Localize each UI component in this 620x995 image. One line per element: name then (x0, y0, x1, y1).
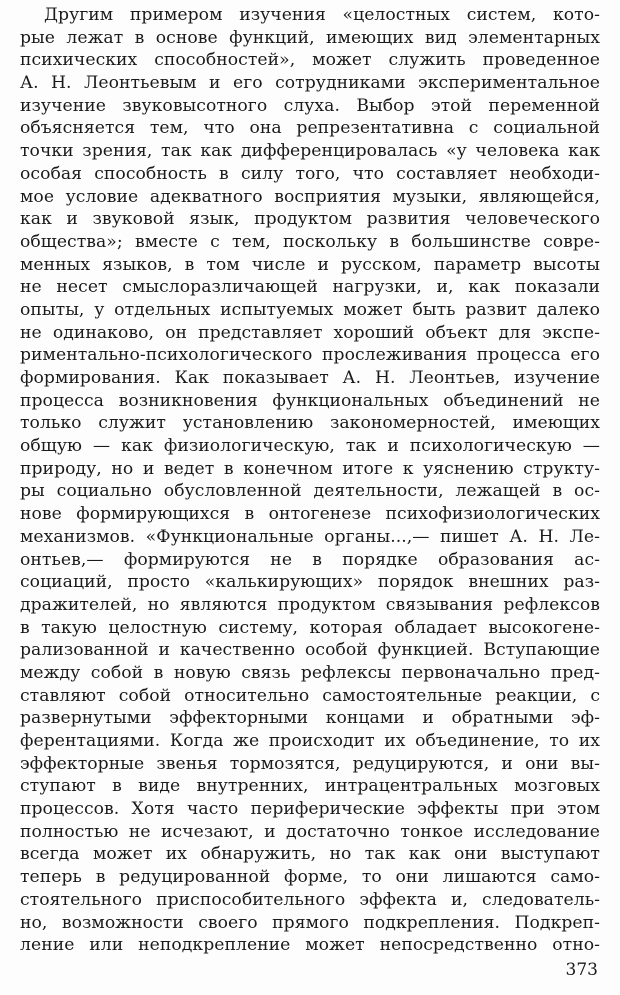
text-line: социаций, просто «калькирующих» порядок внешних раз- (20, 572, 600, 593)
text-line: развернутыми эффекторными концами и обратными эф- (20, 708, 600, 729)
text-line: механизмов. «Функциональные органы...,— пишет А. Н. Ле- (20, 526, 600, 547)
text-line: общую — как физиологическую, так и психологическую — (20, 436, 600, 457)
text-line: особая способность в силу того, что составляет необходи- (20, 163, 600, 184)
text-line: онтьев,— формируются не в порядке образования ас- (20, 549, 600, 570)
text-line: дражителей, но являются продуктом связывания рефлексов (20, 594, 600, 615)
text-line: полностью не исчезают, и достаточно тонкое исследование (20, 821, 600, 842)
text-line: процесса возникновения функциональных объединений не (20, 390, 600, 411)
text-line: рые лежат в основе функций, имеющих вид элементарных (20, 27, 600, 48)
text-line: не несет смыслоразличающей нагрузки, и, как показали (20, 277, 600, 298)
text-line: ры социально обусловленной деятельности, лежащей в ос- (20, 481, 600, 502)
text-line: ставляют собой относительно самостоятельные реакции, с (20, 685, 600, 706)
text-line: процессов. Хотя часто периферические эффекты при этом (20, 799, 600, 820)
text-line: риментально-психологического прослеживания процесса его (20, 345, 600, 366)
text-line: природу, но и ведет в конечном итоге к уяснению структу- (20, 458, 600, 479)
text-line: опыты, у отдельных испытуемых может быть развит далеко (20, 299, 600, 320)
text-line: А. Н. Леонтьевым и его сотрудниками экспериментальное (20, 73, 600, 94)
text-line: ление или неподкрепление может непосредственно отно- (20, 935, 600, 956)
body-text (20, 4, 600, 957)
text-line: ступают в виде внутренних, интрацентральных мозговых (20, 776, 600, 797)
text-line: не одинаково, он представляет хороший объект для экспе- (20, 322, 600, 343)
text-line: мое условие адекватного восприятия музыки, являющейся, (20, 186, 600, 207)
text-line: Другим примером изучения «целостных систем, кото- (44, 5, 600, 25)
text-line: формирования. Как показывает А. Н. Леонтьев, изучение (20, 368, 600, 388)
text-line: всегда может их обнаружить, но так как они выступают (20, 844, 600, 865)
text-line: как и звуковой язык, продуктом развития человеческого (20, 209, 600, 230)
text-line: но, возможности своего прямого подкрепления. Подкреп- (20, 912, 600, 933)
text-line: объясняется тем, что она репрезентативна с социальной (20, 118, 600, 139)
text-line: в такую целостную систему, которая обладает высокогене- (20, 617, 600, 638)
text-line: теперь в редуцированной форме, то они лишаются само- (20, 867, 600, 888)
text-line: нове формирующихся в онтогенезе психофизиологических (20, 504, 600, 525)
text-line: психических способностей», может служить проведенное (20, 50, 600, 71)
text-line: общества»; вместе с тем, поскольку в большинстве совре- (20, 231, 600, 252)
text-line: между собой в новую связь рефлексы первоначально пред- (20, 662, 600, 683)
text-line: точки зрения, так как дифференцировалась «у человека как (20, 141, 600, 162)
text-line: изучение звуковысотного слуха. Выбор этой переменной (20, 95, 600, 116)
text-line: стоятельного приспособительного эффекта и, следователь- (20, 889, 600, 910)
text-line: рализованной и качественно особой функцией. Вступающие (20, 640, 600, 661)
text-line: ферентациями. Когда же происходит их объединение, то их (20, 731, 600, 751)
text-line: эффекторные звенья тормозятся, редуцируются, и они вы- (20, 753, 600, 774)
page-number: 373 (565, 960, 598, 980)
text-line: только служит установлению закономерностей, имеющих (20, 413, 600, 434)
text-line: менных языков, в том числе и русском, параметр высоты (20, 254, 600, 275)
